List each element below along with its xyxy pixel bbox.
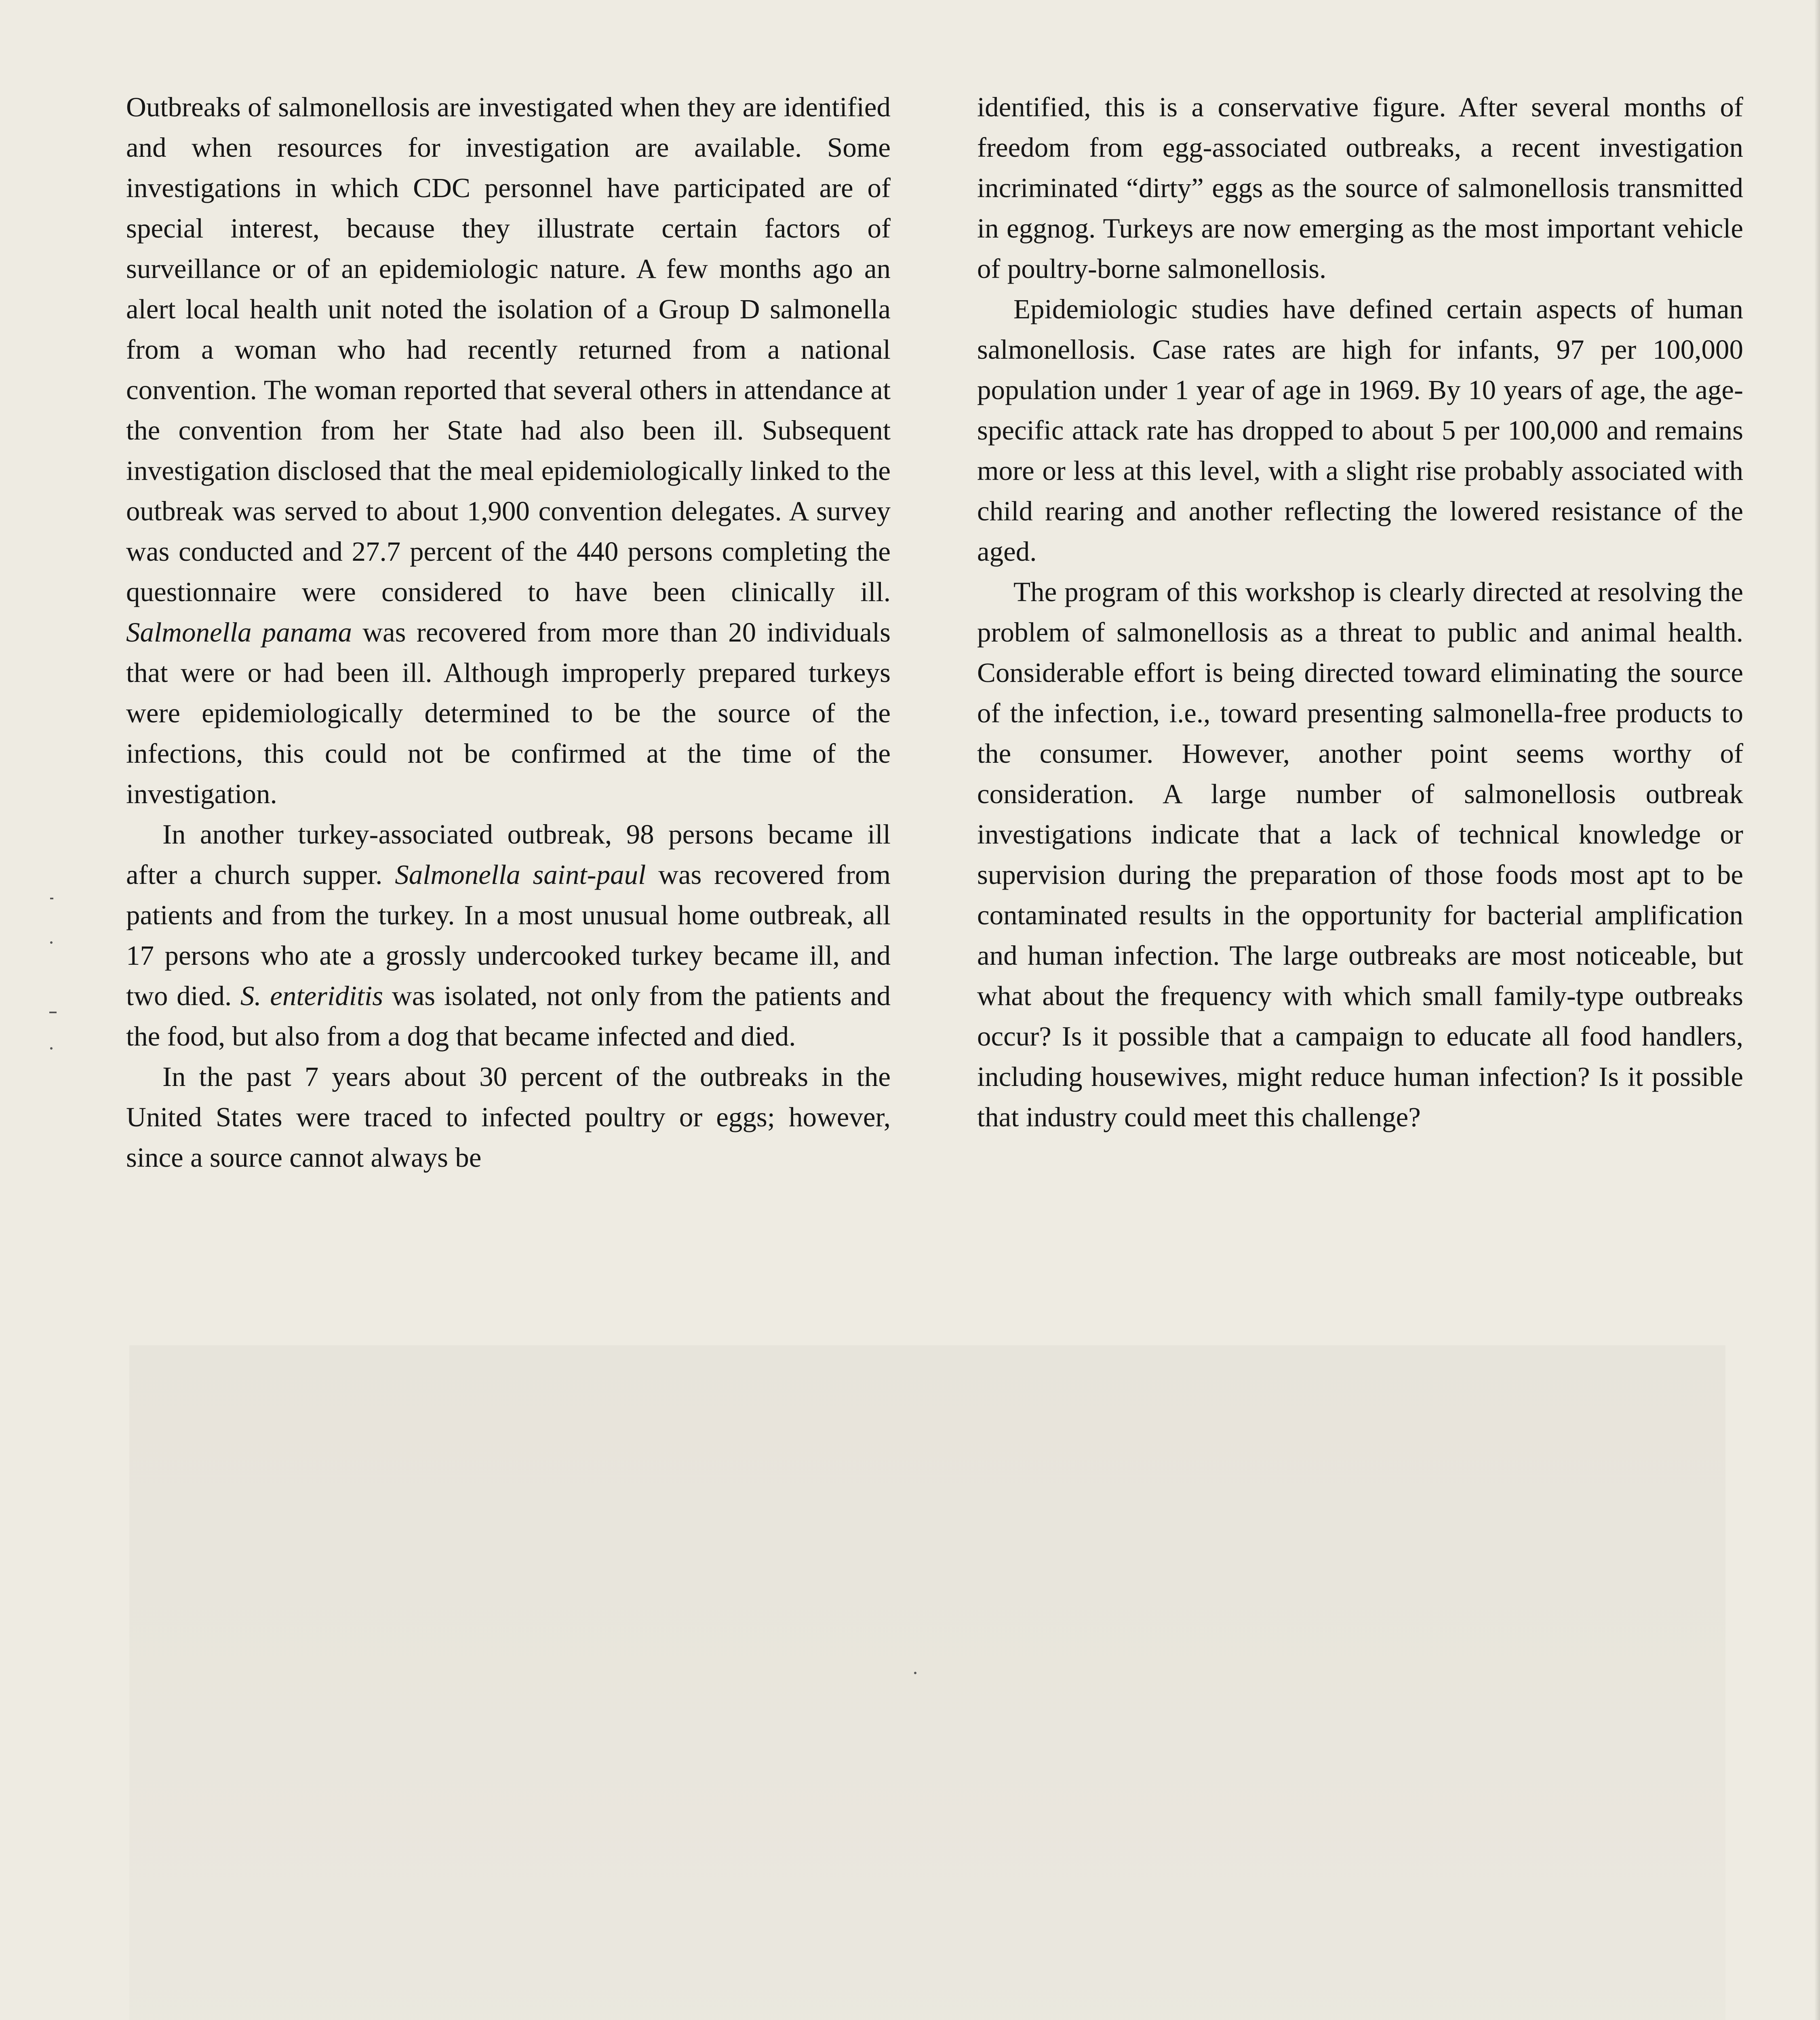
margin-speck [50,898,53,899]
paragraph-eggnog: identified, this is a conservative figure. After several months of freedom from egg-associated outbreaks, a recent investigation incriminated “dirty” eggs as the source of salmonellosis transmitted in eggnog. Turkeys are now emerging as the most important vehicle of poultry-borne salmonellosis. [977,92,1743,284]
paragraph-text: In another turkey-associated outbreak, 98 persons became ill after a church supper. [126,819,891,890]
paragraph-text: Outbreaks of salmonellosis are investigated when they are identified and when resources for investigation are available. Some investigations in which CDC personnel have participated are of special interest, because they illustrate certain factors of surveillance or of an epidemiologic nature. A few months ago an alert local health unit noted the isolation of a Group D salmonella from a woman who had recently returned from a national convention. The woman reported that several others in attendance at the convention from her State had also been ill. Subsequent investigation disclosed that the meal epidemiologically linked to the outbreak was served to about 1,900 convention delegates. A survey was conducted and 27.7 percent of the 440 persons completing the questionnaire were considered to have been clinically ill. [126,92,891,607]
paragraph-church-supper [126,814,891,1056]
margin-speck [914,1672,916,1674]
paragraph-convention-outbreak [126,87,891,814]
italic-species-name: S. enteriditis [240,981,383,1011]
bleed-through-shading [129,1345,1725,2020]
margin-speck [50,941,53,944]
margin-speck [50,1047,53,1050]
paragraph-text: was isolated, not only from the patients and the food, but also from a dog that became infected and died. [126,981,891,1052]
paragraph-text: was recovered from more than 20 individuals that were or had been ill. Although improperly prepared turkeys were epidemiologically determined to be the source of the infections, this could not be confirmed at the time of the investigation. [126,617,891,809]
paragraph-poultry-statistics: In the past 7 years about 30 percent of the outbreaks in the United States were traced to infected poultry or eggs; however, since a source cannot always be [126,1061,891,1173]
left-text-column [126,87,891,1178]
right-text-column [977,87,1743,1137]
paragraph-text: was recovered from patients and from the turkey. In a most unusual home outbreak, all 17 persons who ate a grossly undercooked turkey became ill, and two died. [126,859,891,1011]
page-edge-shadow [1814,0,1820,2020]
margin-speck [49,1012,57,1013]
paragraph-workshop-program: The program of this workshop is clearly directed at resolving the problem of salmonellosis as a threat to public and animal health. Considerable effort is being directed toward eliminating the source of the infection, i.e., toward presenting salmonella-free products to the consumer. However, another point seems worthy of consideration. A large number of salmonellosis outbreak investigations indicate that a lack of technical knowledge or supervision during the preparation of those foods most apt to be contaminated results in the opportunity for bacterial amplification and human infection. The large outbreaks are most noticeable, but what about the frequency with which small family-type outbreaks occur? Is it possible that a campaign to educate all food handlers, including housewives, might reduce human infection? Is it possible that industry could meet this challenge? [977,577,1743,1132]
paragraph-case-rates: Epidemiologic studies have defined certain aspects of human salmonellosis. Case rates are high for infants, 97 per 100,000 population under 1 year of age in 1969. By 10 years of age, the age-specific attack rate has dropped to about 5 per 100,000 and remains more or less at this level, with a slight rise probably associated with child rearing and another reflecting the lowered resistance of the aged. [977,294,1743,567]
italic-species-name: Salmonella panama [126,617,352,648]
italic-species-name: Salmonella saint-paul [395,859,646,890]
